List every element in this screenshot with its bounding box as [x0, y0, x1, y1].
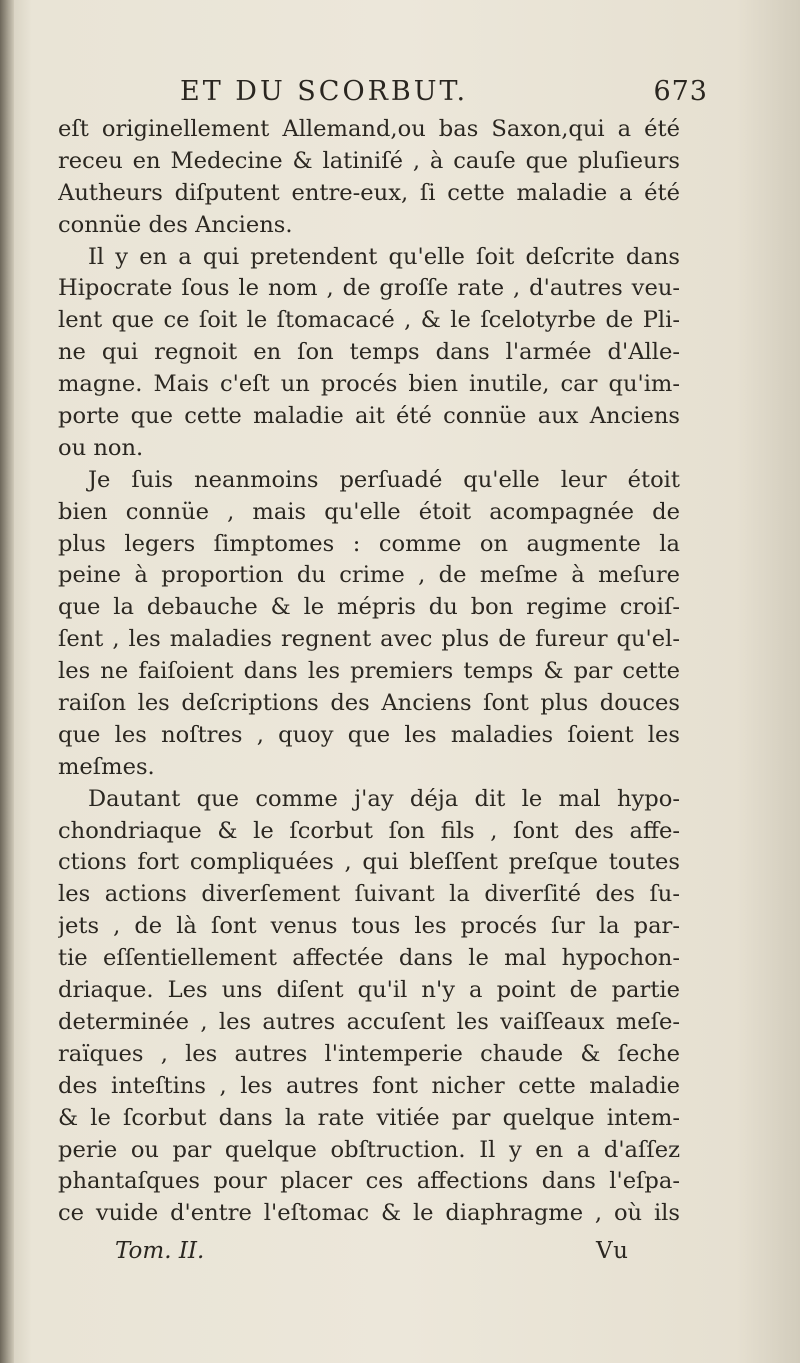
text-line: les ne faiſoient dans les premiers temps & par cette: [58, 658, 680, 685]
text-line: phantaſques pour placer ces affections dans l'eſpa-: [58, 1168, 680, 1195]
text-line: raiſon les deſcriptions des Anciens ſont plus douces: [58, 690, 680, 717]
text-line: & le ſcorbut dans la rate vitiée par quelque intem-: [58, 1104, 680, 1131]
text-line: les actions diverſement ſuivant la diverſité des ſu-: [58, 881, 680, 908]
text-line: Autheurs diſputent entre-eux, ſi cette maladie a été: [58, 179, 680, 206]
text-line: ou non.: [58, 434, 144, 461]
text-line: ſent , les maladies regnent avec plus de fureur qu'el-: [58, 626, 680, 653]
text-line: tie eſſentiellement affectée dans le mal hypochon-: [58, 945, 680, 972]
text-line: Il y en a qui pretendent qu'elle ſoit deſcrite dans: [88, 243, 680, 270]
text-line: bien connüe , mais qu'elle étoit acompagnée de: [58, 498, 680, 525]
page-number: 673: [653, 76, 708, 107]
text-line: Dautant que comme j'ay déja dit le mal hypo-: [88, 785, 680, 812]
text-line: que les noſtres , quoy que les maladies ſoient les: [58, 721, 680, 748]
text-line: receu en Medecine & latiniſé , à cauſe que pluſieurs: [58, 147, 680, 174]
text-line: peine à proportion du crime , de meſme à meſure: [58, 562, 680, 589]
text-line: determinée , les autres accuſent les vaiſſeaux meſe-: [58, 1008, 680, 1035]
text-line: driaque. Les uns diſent qu'il n'y a point de partie: [58, 977, 680, 1004]
text-line: porte que cette maladie ait été connüe aux Anciens: [58, 403, 680, 430]
text-line: plus legers ſimptomes : comme on augmente la: [58, 530, 680, 557]
page-gutter-shadow: [0, 0, 14, 1363]
text-line: lent que ce ſoit le ſtomacacé , & le ſcelotyrbe de Pli-: [58, 307, 680, 334]
text-line: jets , de là ſont venus tous les procés ſur la par-: [58, 913, 680, 940]
text-line: eſt originellement Allemand,ou bas Saxon,qui a été: [58, 116, 680, 142]
text-line: ce vuide d'entre l'eſtomac & le diaphragme , où ils: [58, 1200, 680, 1227]
body-text: [58, 114, 680, 1230]
text-line: ctions fort compliquées , qui bleſſent preſque toutes: [58, 849, 680, 876]
text-line: magne. Mais c'eſt un procés bien inutile, car qu'im-: [58, 371, 680, 398]
text-line: connüe des Anciens.: [58, 211, 293, 238]
text-line: chondriaque & le ſcorbut ſon fils , ſont des affe-: [58, 817, 680, 844]
text-line: ne qui regnoit en ſon temps dans l'armée d'Alle-: [58, 339, 680, 366]
text-line: perie ou par quelque obſtruction. Il y en a d'aſſez: [58, 1136, 680, 1163]
signature-mark: Tom. II.: [115, 1238, 205, 1264]
text-line: meſmes.: [58, 753, 155, 780]
text-line: Je ſuis neanmoins perſuadé qu'elle leur étoit: [88, 466, 680, 493]
text-line: raïques , les autres l'intemperie chaude & ſeche: [58, 1040, 680, 1067]
text-line: des inteſtins , les autres font nicher cette maladie: [58, 1072, 680, 1099]
text-line: Hipocrate ſous le nom , de groſſe rate , d'autres veu-: [58, 275, 680, 302]
catchword: Vu: [596, 1238, 630, 1264]
text-line: que la debauche & le mépris du bon regime croiſ-: [58, 594, 680, 621]
page-footer: [115, 1238, 630, 1274]
running-title: ET DU SCORBUT.: [180, 76, 469, 107]
